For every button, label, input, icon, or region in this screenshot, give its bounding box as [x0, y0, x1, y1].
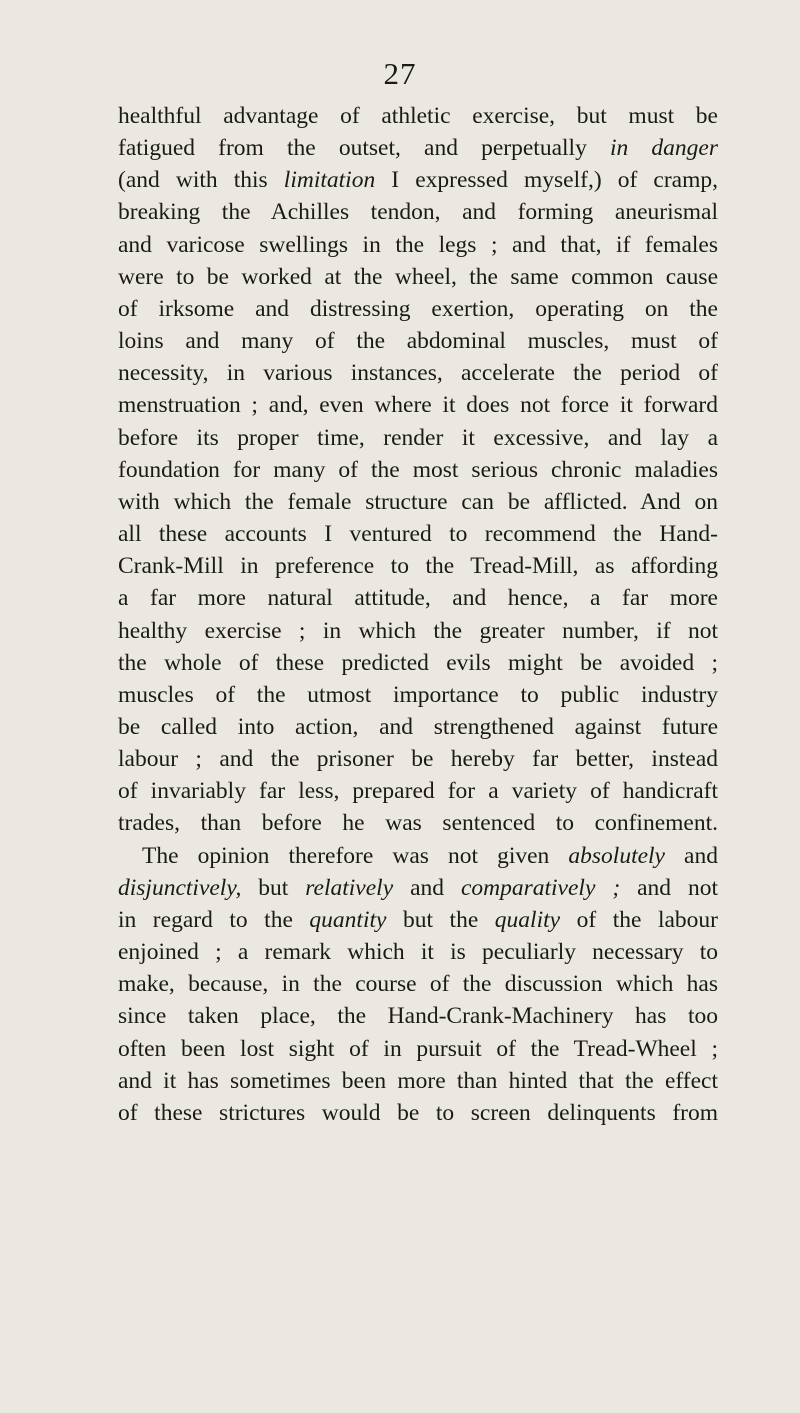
- text-line: [118, 807, 718, 839]
- text-segment: breaking the Achilles tendon, and forming aneurismal: [118, 199, 718, 226]
- text-segment: Crank-Mill in preference to the Tread-Mill, as affording: [118, 553, 718, 580]
- text-segment: (and with this: [118, 167, 284, 194]
- text-line: [118, 132, 718, 164]
- text-segment: in regard to the: [118, 906, 310, 933]
- text-line: [118, 1000, 718, 1032]
- text-segment: the whole of these predicted evils might be avoided ;: [118, 649, 718, 676]
- italic-text: in danger: [609, 135, 718, 162]
- text-segment: and it has sometimes been more than hinted that the effect: [118, 1067, 718, 1094]
- text-segment: often been lost sight of in pursuit of the Tread-Wheel ;: [118, 1035, 718, 1062]
- text-segment: of the labour: [560, 906, 718, 933]
- text-line: [118, 229, 718, 261]
- text-line: [118, 1065, 718, 1097]
- italic-text: disjunctively,: [118, 874, 242, 901]
- text-segment: make, because, in the course of the discussion which has: [118, 971, 718, 998]
- italic-text: quantity: [309, 906, 387, 933]
- text-segment: The opinion therefore was not given: [142, 842, 569, 869]
- text-line: [118, 1033, 718, 1065]
- text-line: [118, 711, 718, 743]
- italic-text: limitation: [283, 167, 376, 194]
- text-line: [118, 582, 718, 614]
- text-line: [118, 196, 718, 228]
- text-segment: of these strictures would be to screen delinquents from: [118, 1099, 718, 1126]
- body-text: [118, 100, 718, 1129]
- text-segment: all these accounts I ventured to recommend the Hand-: [118, 521, 718, 548]
- text-segment: before its proper time, render it excessive, and lay a: [118, 424, 718, 451]
- text-segment: and: [664, 842, 718, 869]
- text-segment: loins and many of the abdominal muscles, must of: [118, 328, 718, 355]
- text-segment: I expressed myself,) of cramp,: [375, 167, 719, 194]
- text-segment: healthful advantage of athletic exercise, but must be: [118, 103, 718, 129]
- text-line: [118, 743, 718, 775]
- text-segment: and not: [620, 874, 718, 901]
- italic-text: comparatively ;: [460, 874, 621, 901]
- text-segment: muscles of the utmost importance to public industry: [118, 681, 718, 708]
- italic-text: absolutely: [568, 842, 665, 869]
- text-line: [118, 968, 718, 1000]
- text-line: [118, 550, 718, 582]
- text-segment: and varicose swellings in the legs ; and that, if females: [118, 231, 718, 258]
- text-line: [118, 936, 718, 968]
- text-segment: with which the female structure can be afflicted. And on: [118, 488, 718, 515]
- text-line: [118, 164, 718, 196]
- text-line: [118, 904, 718, 936]
- text-segment: since taken place, the Hand-Crank-Machinery has too: [118, 1003, 718, 1030]
- text-line: [118, 486, 718, 518]
- text-segment: were to be worked at the wheel, the same common cause: [118, 263, 718, 290]
- text-line: [118, 840, 718, 872]
- text-line: [118, 454, 718, 486]
- text-segment: labour ; and the prisoner be hereby far better, instead: [118, 746, 718, 773]
- text-segment: trades, than before he was sentenced to confinement.: [118, 810, 718, 837]
- text-line: [118, 775, 718, 807]
- text-segment: be called into action, and strengthened against future: [118, 713, 718, 740]
- text-line: [118, 389, 718, 421]
- text-line: [118, 872, 718, 904]
- text-segment: of irksome and distressing exertion, operating on the: [118, 295, 718, 322]
- text-line: [118, 261, 718, 293]
- text-line: [118, 615, 718, 647]
- text-segment: but the: [386, 906, 495, 933]
- text-segment: enjoined ; a remark which it is peculiarly necessary to: [118, 939, 718, 966]
- text-line: [118, 325, 718, 357]
- text-segment: foundation for many of the most serious chronic maladies: [118, 456, 718, 483]
- text-segment: of invariably far less, prepared for a variety of handicraft: [118, 778, 718, 805]
- text-segment: fatigued from the outset, and perpetually: [118, 135, 610, 162]
- text-segment: menstruation ; and, even where it does not force it forward: [118, 392, 718, 419]
- text-line: [118, 1097, 718, 1129]
- text-line: [118, 679, 718, 711]
- text-segment: a far more natural attitude, and hence, a far more: [118, 585, 718, 612]
- text-line: [118, 357, 718, 389]
- text-line: [118, 100, 718, 132]
- text-line: [118, 647, 718, 679]
- text-line: [118, 518, 718, 550]
- text-segment: and: [393, 874, 461, 901]
- text-segment: but: [241, 874, 306, 901]
- text-line: [118, 293, 718, 325]
- text-segment: healthy exercise ; in which the greater number, if not: [118, 617, 718, 644]
- italic-text: relatively: [305, 874, 394, 901]
- page-number: 27: [383, 56, 417, 91]
- text-segment: necessity, in various instances, accelerate the period of: [118, 360, 718, 387]
- text-line: [118, 422, 718, 454]
- italic-text: quality: [494, 906, 561, 933]
